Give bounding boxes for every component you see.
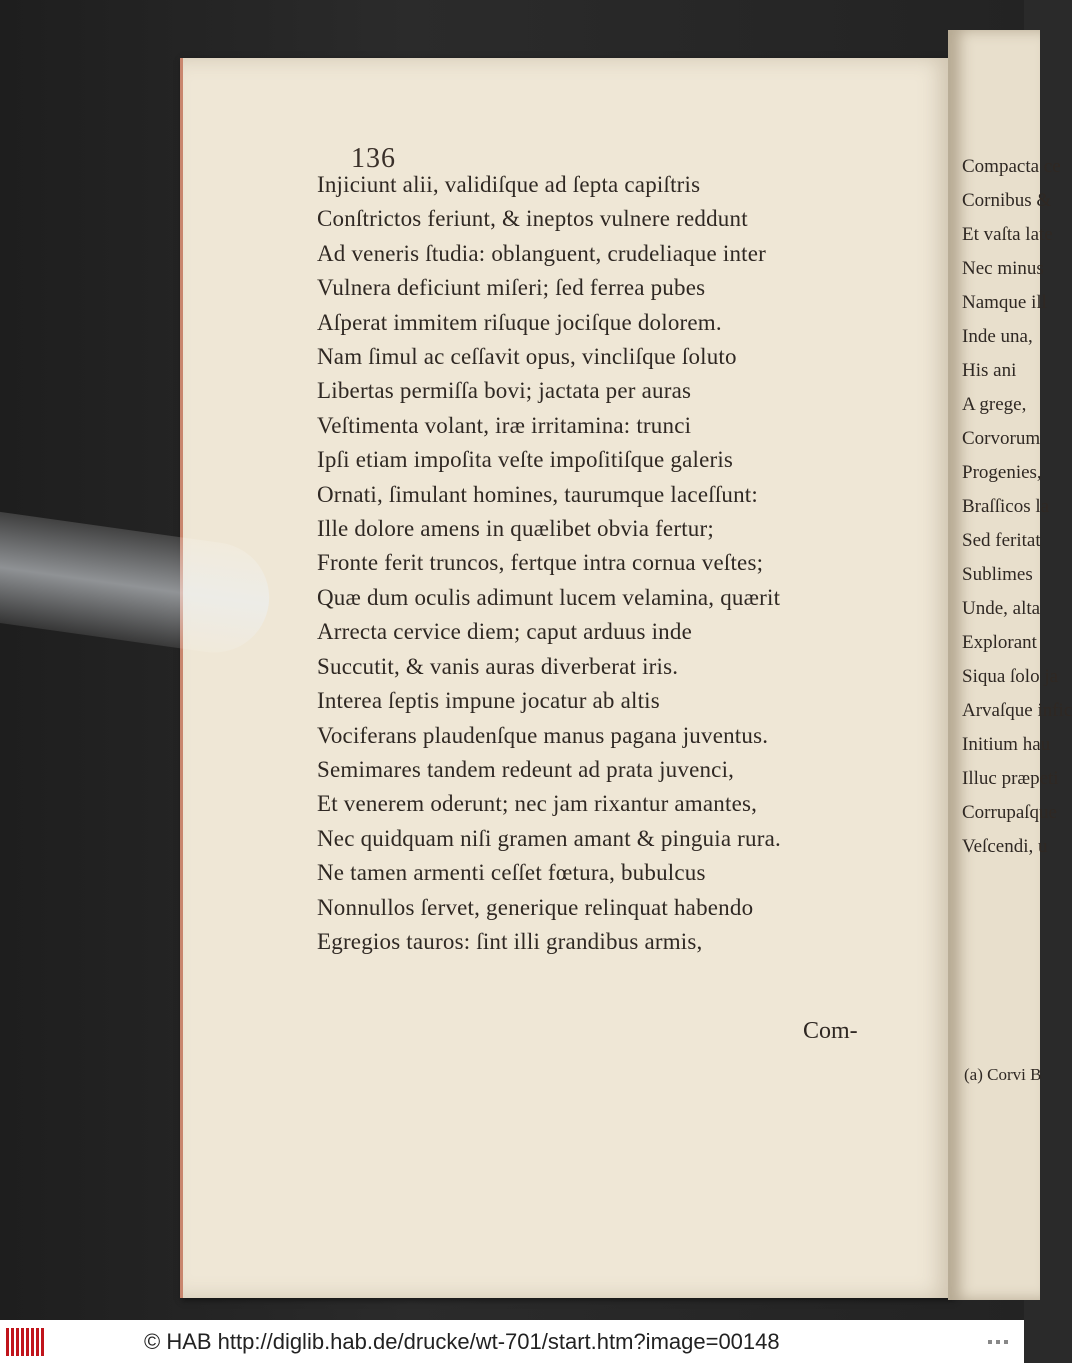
next-page-line: A grege, [962,394,1027,415]
next-page-line: Explorant [962,632,1037,653]
next-page-line: Et vaſta late [962,224,1053,245]
next-page-line: Corrupaſque [962,802,1057,823]
next-page-line: Inde una, [962,326,1033,347]
verse-line: Nonnullos ſervet, generique relinquat habendo [317,894,754,920]
verse-line: Ille dolore amens in quælibet obvia fertur; [317,516,714,542]
verse-line: Veſtimenta volant, iræ irritamina: trunci [317,412,692,438]
next-page-line: Compacta ce [962,156,1061,177]
catchword: Com- [803,1018,858,1044]
next-page-line: Braſſicos la [962,496,1050,517]
verse-line: Succutit, & vanis auras diverberat iris. [317,653,679,679]
verse-line: Fronte ferit truncos, fertque intra cornua veſtes; [317,550,764,576]
next-page-line: Illuc præpeti [962,768,1059,789]
next-page-line: Arvaſque infic [962,700,1072,721]
next-page-line: Namque ill [962,292,1047,313]
next-page-line: Veſcendi, u [962,836,1048,857]
verse-line: Interea ſeptis impune jocatur ab altis [317,688,660,714]
verse-line: Vulnera deficiunt miſeri; ſed ferrea pubes [317,275,706,301]
verse-line: Aſperat immitem riſuque jociſque dolorem. [317,309,722,335]
next-page-line: Nec minus [962,258,1044,279]
next-page-footnote: (a) Corvi B [964,1065,1042,1084]
verse-line: Injiciunt alii, validiſque ad ſepta capiſtris [317,172,701,197]
book-page [180,58,953,1298]
next-page-line: Sed feritat [962,530,1041,551]
next-page-line: Unde, alta [962,598,1041,619]
next-page-line: Corvorum [962,428,1041,449]
next-page-line: Siqua ſolo ja [962,666,1059,687]
verse-line: Vociferans plaudenſque manus pagana juventus. [317,722,769,748]
hab-logo-icon [6,1328,44,1356]
verse-line: Ipſi etiam impoſita veſte impoſitiſque galeris [317,447,734,473]
copyright-url[interactable]: © HAB http://diglib.hab.de/drucke/wt-701/start.htm?image=00148 [144,1328,780,1354]
next-page-line: His ani [962,360,1017,381]
verse-line: Nec quidquam niſi gramen amant & pinguia rura. [317,825,781,851]
verse-line: Libertas permiſſa bovi; jactata per auras [317,378,692,404]
verse-line: Egregios tauros: ſint illi grandibus armis, [317,928,703,954]
verse-line: Ad veneris ſtudia: oblanguent, crudeliaque inter [317,240,767,266]
next-page-line: Cornibus & [962,190,1052,211]
footer-bar [0,1320,1024,1363]
verse-line: Et venerem oderunt; nec jam rixantur amantes, [317,791,758,817]
next-page-text [962,150,1072,864]
verse-text [317,168,917,959]
verse-line: Arrecta cervice diem; caput arduus inde [317,619,692,645]
next-page-edge [948,30,1072,1300]
next-page-line: Sublimes [962,564,1033,585]
verse-line: Ne tamen armenti ceſſet fœtura, bubulcus [317,860,706,886]
next-page-line: Progenies, [962,462,1042,483]
verse-line: Nam ſimul ac ceſſavit opus, vincliſque ſoluto [317,344,737,370]
verse-line: Conſtrictos feriunt, & ineptos vulnere reddunt [317,206,748,232]
page-number: 136 [351,143,396,174]
next-page-line: Initium hau [962,734,1051,755]
verse-line: Semimares tandem redeunt ad prata juvenci, [317,756,735,782]
more-dots-icon[interactable] [988,1338,1010,1346]
verse-line: Quæ dum oculis adimunt lucem velamina, quærit [317,584,781,610]
verse-line: Ornati, ſimulant homines, taurumque laceſſunt: [317,481,758,507]
